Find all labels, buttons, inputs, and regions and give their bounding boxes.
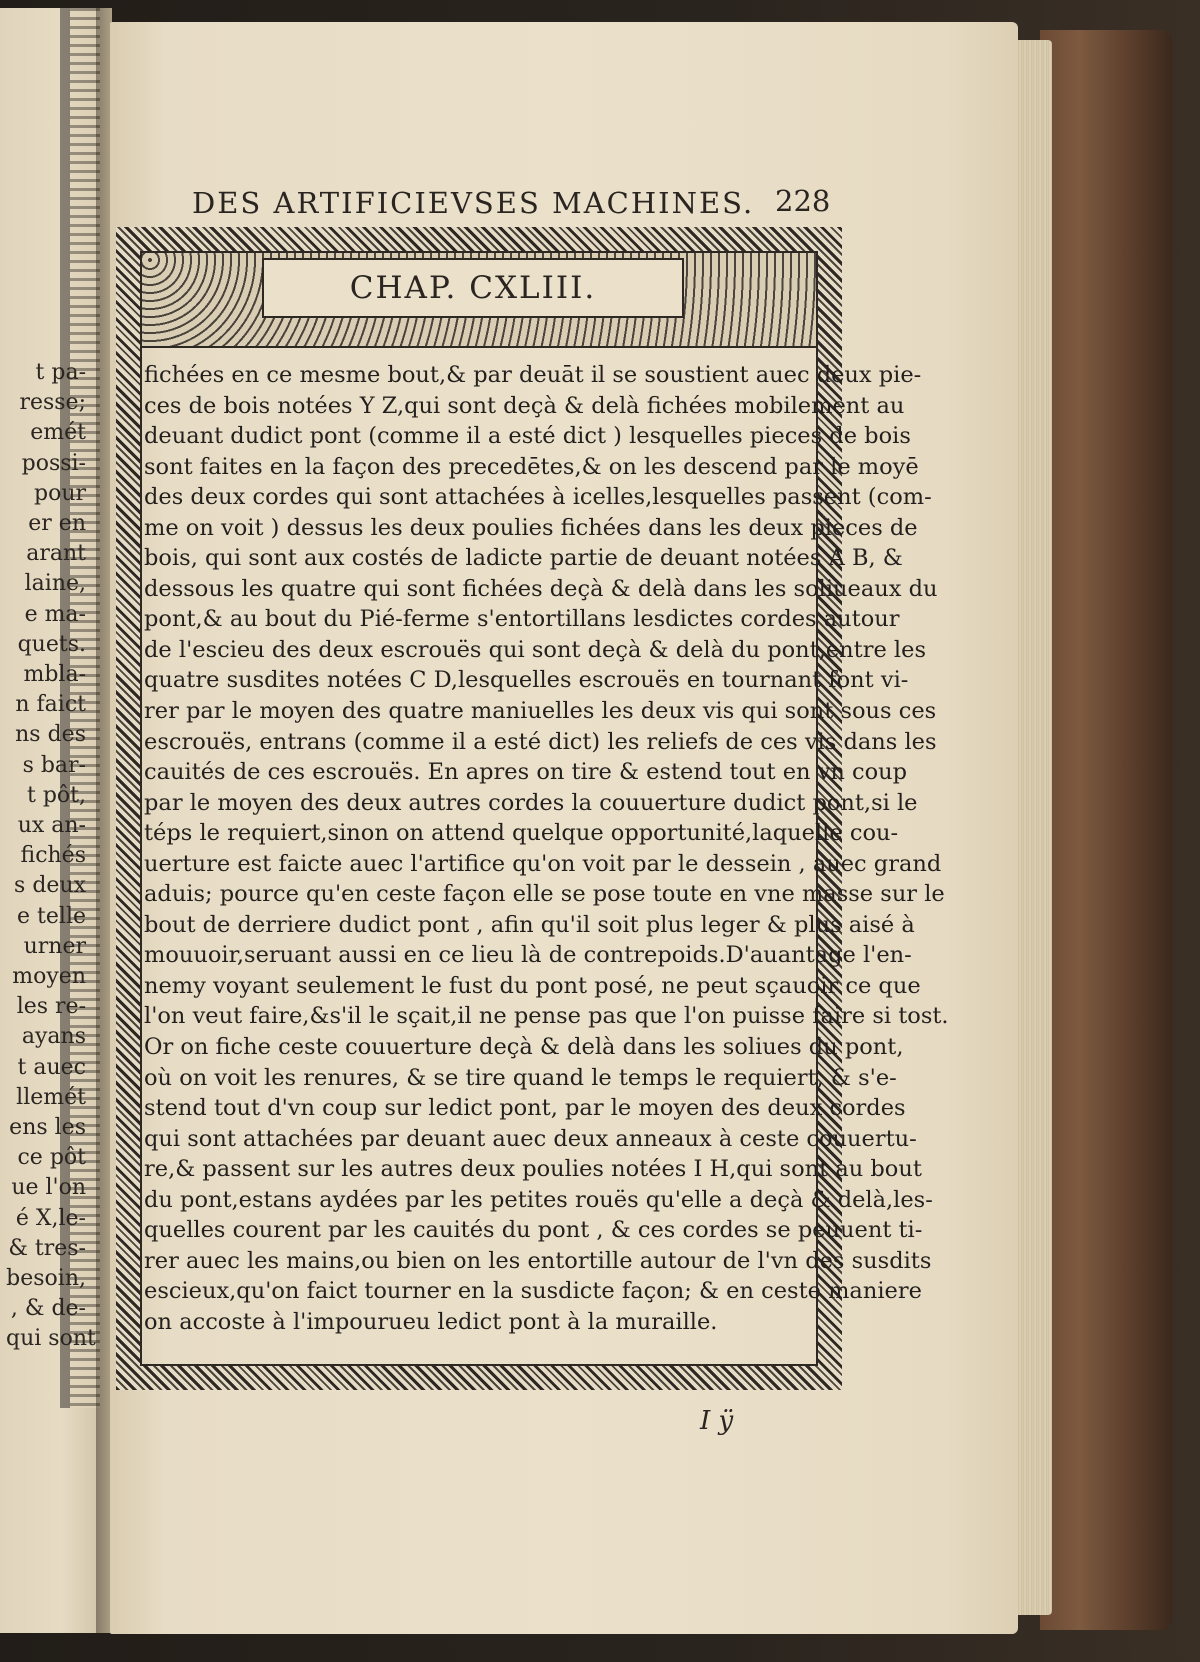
text-line: de l'escieu des deux escrouës qui sont deçà & delà du pont,entre les	[144, 636, 926, 663]
text-line: bout de derriere dudict pont , afin qu'il soit plus leger & plus aisé à	[144, 911, 915, 938]
text-line: dessous les quatre qui sont fichées deçà & delà dans les soliueaux du	[144, 575, 938, 602]
text-line: téps le requiert,sinon on attend quelque opportunité,laquelle cou-	[144, 820, 899, 847]
left-page-line: ens les	[9, 1115, 86, 1140]
left-page-line: s bar-	[22, 752, 86, 778]
book-cover-edge	[1040, 30, 1172, 1630]
text-line: qui sont attachées par deuant auec deux anneaux à ceste couuertu-	[144, 1125, 917, 1152]
text-line: uerture est faicte auec l'artifice qu'on voit par le dessein , auec grand	[144, 850, 942, 877]
text-line: escrouës, entrans (comme il a esté dict) les reliefs de ces vis dans les	[144, 728, 937, 755]
text-line: pont,& au bout du Pié-ferme s'entortillans lesdictes cordes autour	[144, 606, 900, 633]
left-page-line: ue l'on	[11, 1175, 86, 1201]
text-line: re,& passent sur les autres deux poulies notées I H,qui sont au bout	[144, 1156, 922, 1183]
text-line: cauités de ces escrouës. En apres on tire & estend tout en vn coup	[144, 759, 908, 786]
left-page-line: é X,le-	[15, 1205, 86, 1231]
left-page-line: t pa-	[35, 360, 86, 385]
left-page-line: laine,	[24, 571, 86, 597]
text-line: fichées en ce mesme bout,& par deuāt il se soustient auec deux pie-	[144, 362, 922, 388]
text-line: mouuoir,seruant aussi en ce lieu là de contrepoids.D'auantage l'en-	[144, 942, 912, 969]
left-page-line: n faict	[15, 692, 86, 718]
left-page-line: les re-	[16, 994, 86, 1020]
text-line: l'on veut faire,&s'il le sçait,il ne pense pas que l'on puisse faire si tost.	[144, 1003, 949, 1030]
left-page-line: pour	[33, 480, 86, 506]
left-page-line: quets.	[17, 631, 86, 657]
text-line: bois, qui sont aux costés de ladicte partie de deuant notées A B, &	[144, 545, 903, 572]
left-page-line: ux an-	[17, 813, 86, 838]
text-line: ces de bois notées Y Z,qui sont deçà & delà fichées mobilement au	[144, 392, 905, 419]
text-line: rer par le moyen des quatre maniuelles les deux vis qui sont sous ces	[144, 698, 937, 725]
left-page-line: besoin,	[6, 1266, 86, 1291]
left-page-line: ce pôt	[17, 1145, 86, 1171]
text-line: deuant dudict pont (comme il a esté dict ) lesquelles pieces de bois	[144, 423, 911, 450]
left-page-line: t auec	[17, 1054, 86, 1080]
page-number: 228	[775, 184, 831, 218]
text-line: quelles courent par les cauités du pont , & ces cordes se peuuent ti-	[144, 1217, 923, 1244]
left-page-line: moyen	[12, 964, 86, 989]
text-line: quatre susdites notées C D,lesquelles escrouës en tournant font vi-	[144, 667, 909, 694]
left-page-line: llemét	[16, 1084, 86, 1110]
left-page-line: qui sont	[6, 1326, 96, 1352]
left-page-line: t pôt,	[27, 782, 86, 808]
left-page-line: ns des	[15, 722, 86, 748]
text-line: Or on fiche ceste couuerture deçà & delà dans les soliues du pont,	[144, 1034, 904, 1061]
left-page-line: & tres-	[8, 1235, 86, 1261]
text-line: on accoste à l'impourueu ledict pont à la muraille.	[144, 1308, 718, 1335]
text-line: des deux cordes qui sont attachées à icelles,lesquelles passent (com-	[144, 484, 932, 511]
text-line: nemy voyant seulement le fust du pont posé, ne peut sçauoir ce que	[144, 972, 921, 999]
text-line: me on voit ) dessus les deux poulies fichées dans les deux pieces de	[144, 514, 918, 541]
text-line: du pont,estans aydées par les petites rouës qu'elle a deçà & delà,les-	[144, 1186, 933, 1213]
text-line: par le moyen des deux autres cordes la couuerture dudict pont,si le	[144, 789, 918, 816]
left-page-line: fichés	[20, 843, 86, 869]
body-text	[144, 360, 949, 1370]
left-page-line: er en	[28, 511, 86, 536]
left-page-line: mbla-	[23, 662, 86, 687]
left-page-line: e telle	[17, 903, 86, 929]
left-page-line: urner	[23, 933, 86, 959]
text-line: où on voit les renures, & se tire quand le temps le requiert, & s'e-	[144, 1064, 897, 1091]
left-page-line: emét	[30, 420, 86, 446]
text-line: stend tout d'vn coup sur ledict pont, par le moyen des deux cordes	[144, 1095, 906, 1122]
left-page-line: arant	[26, 541, 86, 567]
text-line: sont faites en la façon des precedētes,& on les descend par le moyē	[144, 453, 919, 480]
left-page-line: ayans	[21, 1024, 86, 1050]
signature-mark: I ÿ	[700, 1406, 734, 1436]
left-page-line: s deux	[14, 873, 86, 899]
chapter-heading: CHAP. CXLIII.	[262, 258, 684, 318]
text-line: escieux,qu'on faict tourner en la susdicte façon; & en ceste maniere	[144, 1278, 922, 1305]
left-page-line: possi-	[21, 450, 86, 476]
left-page-line: resse;	[19, 390, 86, 416]
left-page-line: , & de-	[10, 1296, 86, 1322]
page-edges	[1012, 40, 1052, 1615]
text-line: aduis; pource qu'en ceste façon elle se pose toute en vne masse sur le	[144, 881, 945, 908]
left-page-line: e ma-	[24, 601, 86, 627]
text-line: rer auec les mains,ou bien on les entortille autour de l'vn des susdits	[144, 1247, 932, 1274]
running-head: DES ARTIFICIEVSES MACHINES.	[192, 186, 755, 220]
